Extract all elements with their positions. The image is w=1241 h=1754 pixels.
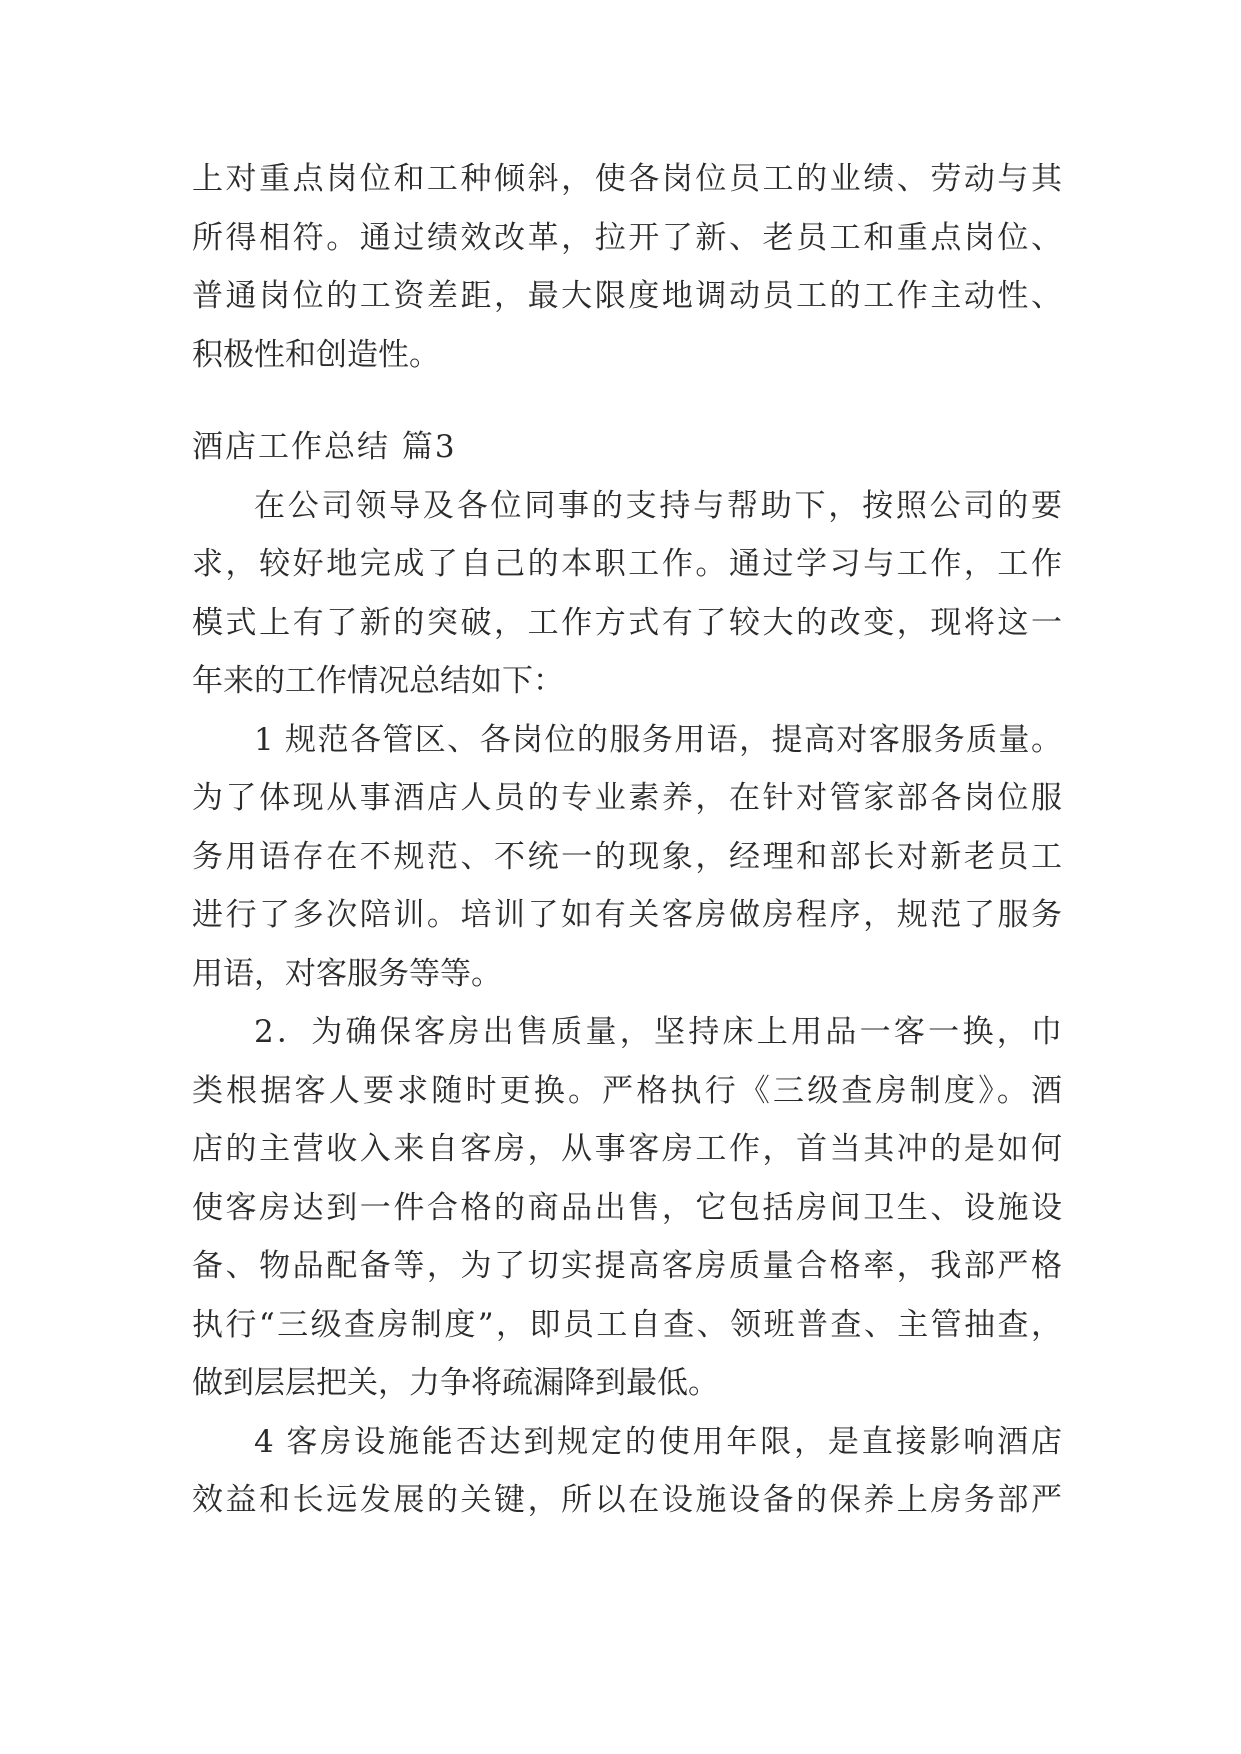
text-line: 普通岗位的工资差距，最大限度地调动员工的工作主动性、	[192, 278, 1062, 314]
text-line: 模式上有了新的突破，工作方式有了较大的改变，现将这一	[192, 604, 1062, 641]
text-line: 执行“三级查房制度”，即员工自查、领班普查、主管抽查，	[192, 1306, 1062, 1343]
text-line: 积极性和创造性。	[192, 336, 440, 373]
text-line: 做到层层把关，力争将疏漏降到最低。	[192, 1365, 719, 1401]
paragraph-continued	[192, 150, 1062, 384]
paragraph-item-1	[192, 711, 1062, 1004]
text-line: 2．为确保客房出售质量，坚持床上用品一客一换，巾	[254, 1014, 1062, 1050]
text-line: 店的主营收入来自客房，从事客房工作，首当其冲的是如何	[192, 1131, 1062, 1167]
text-line: 备、物品配备等，为了切实提高客房质量合格率，我部严格	[192, 1248, 1062, 1284]
text-line: 在公司领导及各位同事的支持与帮助下，按照公司的要	[254, 487, 1062, 524]
text-line: 年来的工作情况总结如下：	[192, 663, 564, 699]
text-line: 用语，对客服务等等。	[192, 955, 502, 992]
section-gap	[192, 384, 1062, 418]
text-line: 进行了多次陪训。培训了如有关客房做房程序，规范了服务	[192, 897, 1062, 933]
paragraph-item-2	[192, 1003, 1062, 1413]
paragraph-item-4	[192, 1413, 1062, 1530]
text-line: 所得相符。通过绩效改革，拉开了新、老员工和重点岗位、	[192, 219, 1062, 256]
text-line: 上对重点岗位和工种倾斜，使各岗位员工的业绩、劳动与其	[192, 161, 1062, 197]
text-line: 类根据客人要求随时更换。严格执行《三级查房制度》。酒	[192, 1072, 1062, 1109]
text-line: 求，较好地完成了自己的本职工作。通过学习与工作，工作	[192, 546, 1062, 582]
text-line: 为了体现从事酒店人员的专业素养，在针对管家部各岗位服	[192, 780, 1062, 816]
text-line: 使客房达到一件合格的商品出售，它包括房间卫生、设施设	[192, 1189, 1062, 1226]
text-line: 效益和长远发展的关键，所以在设施设备的保养上房务部严	[192, 1482, 1062, 1518]
text-line: 4 客房设施能否达到规定的使用年限，是直接影响酒店	[254, 1423, 1062, 1460]
paragraph-intro	[192, 477, 1062, 711]
document-page	[192, 150, 1062, 1530]
text-line: 务用语存在不规范、不统一的现象，经理和部长对新老员工	[192, 838, 1062, 875]
text-line: 1 规范各管区、各岗位的服务用语，提高对客服务质量。	[254, 721, 1062, 758]
section-heading: 酒店工作总结 篇3	[192, 429, 457, 465]
